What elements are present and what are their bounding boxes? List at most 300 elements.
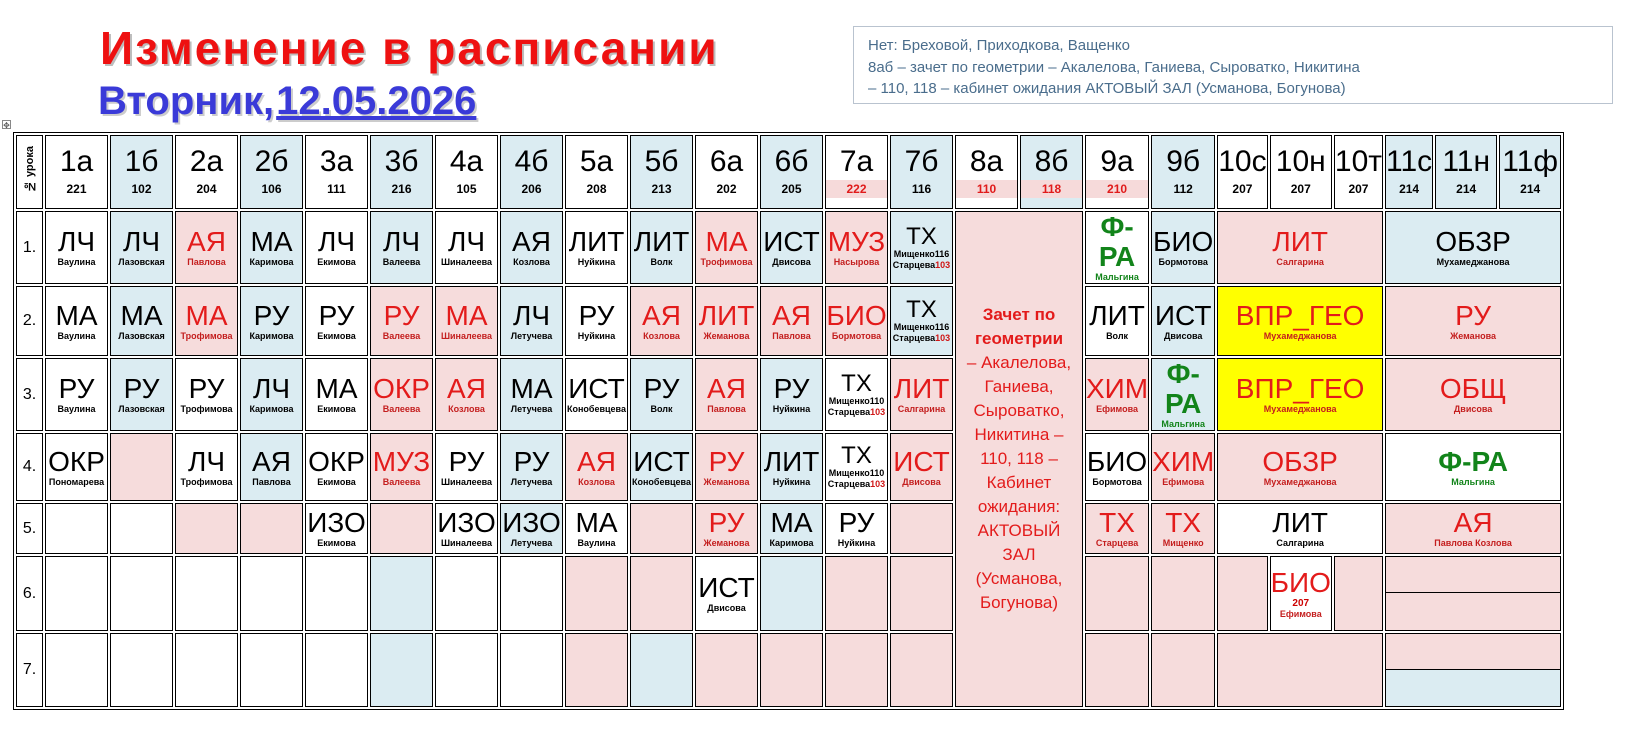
lesson-cell[interactable] [45, 633, 108, 707]
teacher-line [891, 260, 952, 271]
subject-label: АЯ [1453, 507, 1493, 538]
class-name: 9б [1166, 145, 1201, 178]
lesson-cell[interactable] [175, 433, 238, 501]
lesson-cell[interactable] [1385, 211, 1561, 284]
teacher-name: Козлова [448, 404, 485, 414]
lesson-cell[interactable] [435, 358, 498, 431]
teacher-name: Каримова [769, 538, 814, 548]
teacher-name: Бормотова [1158, 257, 1208, 267]
class-name: 2б [254, 145, 289, 178]
lesson-cell[interactable] [500, 286, 563, 356]
table-move-handle-icon[interactable]: ✥ [3, 121, 10, 130]
lesson-cell[interactable] [565, 211, 628, 284]
room-number: 206 [521, 182, 542, 196]
class-header [1385, 135, 1433, 209]
room-number: 112 [1173, 182, 1193, 196]
teacher-name: Екимова [317, 257, 356, 267]
lesson-cell[interactable] [45, 556, 108, 631]
lesson-cell[interactable] [500, 358, 563, 431]
subject-label: АЯ [642, 299, 681, 331]
subject-label: МА [770, 507, 813, 538]
teacher-name: Валеева [382, 257, 421, 267]
lesson-cell[interactable] [890, 211, 953, 284]
lesson-cell[interactable] [110, 633, 173, 707]
room-number: 102 [131, 182, 152, 196]
class-header [565, 135, 628, 209]
teacher-name: Трофимова [180, 404, 233, 414]
lesson-cell[interactable] [240, 433, 303, 501]
class-header [760, 135, 823, 209]
subject-label: РУ [448, 445, 485, 477]
subject-label: ИСТ [698, 572, 755, 603]
class-name: 7б [904, 145, 939, 178]
subject-label: ЛЧ [317, 226, 356, 257]
class-header [695, 135, 758, 209]
teacher-name: Летучева [510, 538, 553, 548]
teacher-name: Ваулина [57, 404, 96, 414]
class-name: 3б [384, 145, 419, 178]
lesson-cell[interactable] [890, 633, 953, 707]
teacher-name: Двисова [707, 603, 746, 613]
lesson-cell[interactable] [1151, 358, 1215, 431]
lesson-cell[interactable] [435, 633, 498, 707]
lesson-cell[interactable] [500, 433, 563, 501]
lesson-cell[interactable] [1217, 358, 1383, 431]
room-number: 103 [870, 406, 886, 417]
teacher-line [826, 479, 887, 490]
teacher-name: Салгарина [1276, 257, 1324, 267]
room-number: 214 [1399, 182, 1420, 196]
lesson-cell[interactable] [45, 211, 108, 284]
lesson-cell[interactable] [565, 433, 628, 501]
lesson-cell[interactable] [760, 211, 823, 284]
lesson-cell[interactable] [175, 211, 238, 284]
class-name: 5а [579, 145, 614, 178]
teacher-name: Пономарева [48, 476, 105, 487]
class-name: 1б [124, 145, 159, 178]
class-header [370, 135, 433, 209]
lesson-cell[interactable] [370, 556, 433, 631]
lesson-cell[interactable] [1085, 503, 1149, 554]
lesson-cell[interactable] [110, 556, 173, 631]
subject-label: ОБЩ [1439, 373, 1507, 404]
lesson-cell[interactable] [110, 211, 173, 284]
geometry-test-cell [955, 211, 1083, 707]
lesson-cell[interactable] [760, 286, 823, 356]
room-number: 118 [1021, 180, 1082, 198]
room-number: 116 [934, 248, 950, 259]
lesson-cell[interactable] [1151, 633, 1215, 707]
subject-label: РУ [578, 299, 615, 331]
lesson-cell[interactable] [695, 503, 758, 554]
lesson-cell[interactable] [175, 556, 238, 631]
class-name: 9а [1100, 145, 1134, 178]
class-name: 10т [1334, 145, 1383, 178]
teacher-name: Козлова [643, 330, 680, 341]
subject-label: РУ [383, 299, 420, 331]
teacher-name: Ефимова [1162, 476, 1205, 487]
subject-label: ХИМ [1086, 373, 1149, 404]
subject-label: МА [575, 507, 618, 538]
lesson-cell[interactable] [1151, 556, 1215, 631]
teacher-name: Нуйкина [577, 257, 616, 267]
teacher-name: Двисова [1163, 330, 1203, 341]
lesson-cell[interactable] [890, 503, 953, 554]
lesson-cell[interactable] [565, 556, 628, 631]
subject-label: АЯ [707, 373, 746, 404]
teacher-name: Мухамеджанова [1436, 257, 1510, 267]
class-name: 11н [1442, 145, 1491, 178]
subject-label: ИСТ [1154, 299, 1212, 331]
lesson-cell[interactable] [45, 358, 108, 431]
room-number: 214 [1520, 182, 1541, 196]
lesson-cell[interactable] [175, 286, 238, 356]
lesson-cell[interactable] [1334, 556, 1383, 631]
lesson-cell[interactable] [1270, 556, 1332, 631]
class-name: 4б [514, 145, 549, 178]
lesson-number: 3. [16, 358, 43, 431]
subject-label: РУ [708, 445, 745, 477]
subject-label: РУ [838, 507, 875, 538]
lesson-cell[interactable] [760, 503, 823, 554]
day-label: Вторник, [98, 79, 275, 123]
geometry-test-text: – Акалелова, Ганиева, Сыроватко, Никитина – 110, 118 – Кабинет ожидания: АКТОВЫЙ ЗАЛ (Усманова, Богунова) [966, 353, 1072, 612]
lesson-cell[interactable] [500, 556, 563, 631]
class-header [1085, 135, 1149, 209]
room-number: 204 [196, 182, 217, 196]
subject-label: МА [445, 299, 488, 331]
subject-label: ОКР [373, 373, 430, 404]
teacher-name: Ефимова [1096, 404, 1138, 414]
teacher-line [891, 249, 952, 260]
lesson-cell[interactable] [630, 433, 693, 501]
lesson-cell[interactable] [1217, 503, 1383, 554]
lesson-cell[interactable] [695, 358, 758, 431]
room-number: 105 [456, 182, 477, 196]
lesson-cell[interactable] [500, 211, 563, 284]
lesson-cell[interactable] [175, 358, 238, 431]
lesson-cell[interactable] [1217, 211, 1383, 284]
teacher-name: Салгарина [1276, 538, 1324, 548]
teacher-name: Жеманова [703, 476, 750, 487]
lesson-cell[interactable] [175, 633, 238, 707]
geometry-test-heading: Зачет по геометрии [974, 305, 1064, 348]
lesson-cell[interactable] [240, 633, 303, 707]
lesson-cell[interactable] [500, 633, 563, 707]
room-number: 207 [1290, 182, 1311, 196]
teacher-name: Конобевцева [567, 404, 626, 414]
room-number: 207 [1292, 597, 1310, 609]
class-header [305, 135, 368, 209]
lesson-cell[interactable] [370, 633, 433, 707]
class-name: 10н [1275, 145, 1326, 178]
lesson-cell[interactable] [890, 433, 953, 501]
lesson-cell[interactable] [240, 556, 303, 631]
lesson-cell[interactable] [435, 556, 498, 631]
lesson-cell[interactable] [1385, 556, 1561, 631]
subject-label: ЛИТ [893, 373, 950, 404]
class-header [240, 135, 303, 209]
class-header [1020, 135, 1083, 209]
teacher-name: Нуйкина [837, 538, 876, 548]
lesson-cell[interactable] [1085, 286, 1149, 356]
lesson-cell[interactable] [695, 633, 758, 707]
lesson-cell[interactable] [305, 433, 368, 501]
subject-label: Ф-РА [1098, 211, 1136, 272]
lesson-cell[interactable] [435, 503, 498, 554]
note-line: Нет: Бреховой, Приходкова, Ващенко [868, 37, 1130, 54]
lesson-cell[interactable] [1217, 433, 1383, 501]
lesson-cell[interactable] [565, 286, 628, 356]
lesson-cell[interactable] [110, 286, 173, 356]
teacher-name: Мухамеджанова [1263, 476, 1337, 487]
teacher-name: Мальгина [1161, 419, 1205, 429]
room-number: 116 [934, 322, 950, 332]
class-name: 7а [839, 145, 874, 178]
subject-label: ВПР_ГЕО [1235, 299, 1365, 331]
lesson-cell[interactable] [370, 358, 433, 431]
lesson-cell[interactable] [825, 286, 888, 356]
lesson-cell[interactable] [240, 358, 303, 431]
class-header [1217, 135, 1267, 209]
teacher-name: Мищенко [893, 322, 935, 332]
subject-label: ТХ [1099, 507, 1135, 538]
lesson-cell[interactable] [240, 286, 303, 356]
teacher-name: Козлова [513, 257, 550, 267]
subject-label: РУ [513, 445, 550, 477]
teacher-name: Старцева [892, 333, 936, 343]
lesson-subcell[interactable] [1386, 557, 1560, 593]
lesson-cell[interactable] [760, 556, 823, 631]
teacher-name: Валеева [382, 404, 421, 414]
lesson-cell[interactable] [1085, 556, 1149, 631]
subject-label: РУ [58, 373, 95, 404]
lesson-number: 1. [16, 211, 43, 284]
teacher-name: Летучева [510, 404, 553, 414]
subject-label: БИО [1270, 566, 1331, 598]
teacher-name: Валеева [382, 330, 421, 341]
subject-label: ЛИТ [568, 226, 625, 257]
lesson-cell[interactable] [500, 503, 563, 554]
lesson-cell[interactable] [370, 211, 433, 284]
subject-label: МУЗ [372, 445, 431, 477]
teacher-name: Ваулина [57, 330, 96, 341]
lesson-cell[interactable] [695, 556, 758, 631]
lesson-cell[interactable] [435, 211, 498, 284]
teacher-line [891, 322, 952, 333]
lesson-cell[interactable] [1085, 633, 1149, 707]
lesson-cell[interactable] [305, 556, 368, 631]
lesson-cell[interactable] [890, 556, 953, 631]
lesson-cell[interactable] [630, 286, 693, 356]
teacher-name: Бормотова [831, 330, 882, 341]
subject-label: ОКР [308, 445, 365, 477]
subject-label: ОБЗР [1262, 445, 1338, 477]
lesson-cell[interactable] [1085, 358, 1149, 431]
subject-label: ТХ [906, 222, 937, 250]
lesson-cell[interactable] [1085, 211, 1149, 284]
subject-label: АЯ [447, 373, 486, 404]
teacher-name: Ваулина [577, 538, 616, 548]
lesson-cell[interactable] [825, 503, 888, 554]
lesson-cell[interactable] [630, 503, 693, 554]
lesson-cell[interactable] [305, 286, 368, 356]
lesson-cell[interactable] [1385, 286, 1561, 356]
note-line: 8аб – зачет по геометрии – Акалелова, Ганиева, Сыроватко, Никитина [868, 58, 1360, 76]
class-header [825, 135, 888, 209]
lesson-cell[interactable] [565, 358, 628, 431]
lesson-cell[interactable] [695, 211, 758, 284]
subject-label: ИСТ [633, 445, 690, 477]
teacher-name: Екимова [317, 330, 356, 341]
lesson-cell[interactable] [1385, 633, 1561, 707]
lesson-cell[interactable] [110, 358, 173, 431]
lesson-cell[interactable] [630, 358, 693, 431]
lesson-cell[interactable] [630, 633, 693, 707]
subject-label: ТХ [906, 296, 937, 323]
teacher-name: Лазовская [118, 257, 165, 267]
teacher-name: Шиналеева [440, 330, 493, 341]
teacher-line [826, 468, 887, 479]
teacher-name: Двисова [902, 476, 941, 487]
lesson-cell[interactable] [370, 433, 433, 501]
subject-label: АЯ [252, 445, 291, 477]
room-number: 110 [869, 468, 885, 478]
lesson-cell[interactable] [1085, 433, 1149, 501]
lesson-cell[interactable] [825, 556, 888, 631]
class-name: 11ф [1502, 145, 1559, 178]
lesson-cell[interactable] [565, 633, 628, 707]
lesson-cell[interactable] [305, 633, 368, 707]
teacher-name: Валеева [382, 476, 421, 487]
room-number: 222 [826, 180, 887, 198]
teacher-name: Конобевцева [632, 476, 691, 487]
class-header [890, 135, 953, 209]
date-link[interactable]: 12.05.2026 [276, 79, 477, 123]
lesson-cell[interactable] [825, 358, 888, 431]
lesson-cell[interactable] [825, 633, 888, 707]
teacher-name: Шиналеева [440, 476, 493, 487]
lesson-cell[interactable] [240, 211, 303, 284]
teacher-name: Каримова [249, 257, 294, 267]
lesson-cell[interactable] [760, 358, 823, 431]
lesson-cell[interactable] [45, 433, 108, 501]
lesson-subcell[interactable] [1386, 634, 1560, 670]
lesson-cell[interactable] [825, 211, 888, 284]
teacher-name: Мищенко [1162, 538, 1204, 548]
page-title: Изменение в расписании [100, 22, 719, 74]
teacher-name: Насырова [833, 257, 880, 267]
lesson-cell[interactable] [45, 503, 108, 554]
class-name: 4а [449, 145, 484, 178]
lesson-cell[interactable] [890, 286, 953, 356]
teacher-name: Мищенко [828, 468, 870, 478]
lesson-cell[interactable] [630, 556, 693, 631]
lesson-number: 6. [16, 556, 43, 631]
lesson-cell[interactable] [435, 286, 498, 356]
lesson-cell[interactable] [305, 503, 368, 554]
lesson-cell[interactable] [305, 358, 368, 431]
lesson-cell[interactable] [825, 433, 888, 501]
lesson-cell[interactable] [110, 433, 173, 501]
lesson-number-header-label: № урока [23, 146, 36, 193]
teacher-name: Старцева [1095, 538, 1139, 548]
lesson-cell[interactable] [305, 211, 368, 284]
teacher-name: Мальгина [1451, 476, 1495, 487]
room-number: 207 [1232, 182, 1253, 196]
room-number: 106 [261, 182, 282, 196]
lesson-subcell[interactable] [1386, 593, 1560, 630]
room-number: 207 [1348, 182, 1369, 196]
subject-label: ЛЧ [447, 226, 486, 257]
lesson-cell[interactable] [630, 211, 693, 284]
subject-label: ЛЧ [122, 226, 161, 257]
teacher-name: Бормотова [1092, 476, 1142, 487]
room-number: 103 [935, 259, 951, 270]
class-name: 1а [59, 145, 94, 178]
lesson-cell[interactable] [1151, 503, 1215, 554]
lesson-cell[interactable] [1217, 286, 1383, 356]
teacher-name: Козлова [578, 476, 615, 487]
lesson-cell[interactable] [695, 286, 758, 356]
class-header [175, 135, 238, 209]
class-header [630, 135, 693, 209]
teacher-name: Трофимова [180, 476, 233, 487]
subject-label: АЯ [512, 226, 551, 257]
class-header [955, 135, 1018, 209]
lesson-cell[interactable] [1217, 633, 1383, 707]
lesson-cell[interactable] [110, 503, 173, 554]
class-name: 8а [969, 145, 1004, 178]
lesson-cell[interactable] [1385, 433, 1561, 501]
lesson-subcell[interactable] [1386, 670, 1560, 706]
lesson-cell[interactable] [370, 286, 433, 356]
lesson-cell[interactable] [1385, 358, 1561, 431]
lesson-cell[interactable] [1217, 556, 1267, 631]
lesson-cell[interactable] [1151, 211, 1215, 284]
subject-label: МУЗ [827, 226, 886, 257]
lesson-cell[interactable] [435, 433, 498, 501]
lesson-cell[interactable] [760, 433, 823, 501]
subject-label: ОБЗР [1435, 226, 1511, 257]
lesson-cell[interactable] [45, 286, 108, 356]
teacher-name: Екимова [317, 404, 356, 414]
teacher-name: Салгарина [897, 404, 946, 414]
subject-label: ТХ [841, 369, 872, 397]
class-header [435, 135, 498, 209]
subject-label: ЛИТ [633, 226, 690, 257]
lesson-cell[interactable] [175, 503, 238, 554]
subject-label: АЯ [187, 226, 226, 257]
lesson-number: 7. [16, 633, 43, 707]
lesson-cell[interactable] [890, 358, 953, 431]
teacher-name: Каримова [249, 404, 294, 414]
lesson-cell[interactable] [1385, 503, 1561, 554]
class-header [500, 135, 563, 209]
lesson-cell[interactable] [1151, 433, 1215, 501]
class-name: 6а [709, 145, 744, 178]
lesson-cell[interactable] [565, 503, 628, 554]
teacher-name: Нуйкина [772, 404, 811, 414]
subject-label: ХИМ [1152, 445, 1215, 477]
class-header [110, 135, 173, 209]
subject-label: БИО [826, 299, 887, 331]
lesson-cell[interactable] [1151, 286, 1215, 356]
lesson-cell[interactable] [760, 633, 823, 707]
lesson-cell[interactable] [695, 433, 758, 501]
lesson-cell[interactable] [370, 503, 433, 554]
lesson-cell[interactable] [240, 503, 303, 554]
